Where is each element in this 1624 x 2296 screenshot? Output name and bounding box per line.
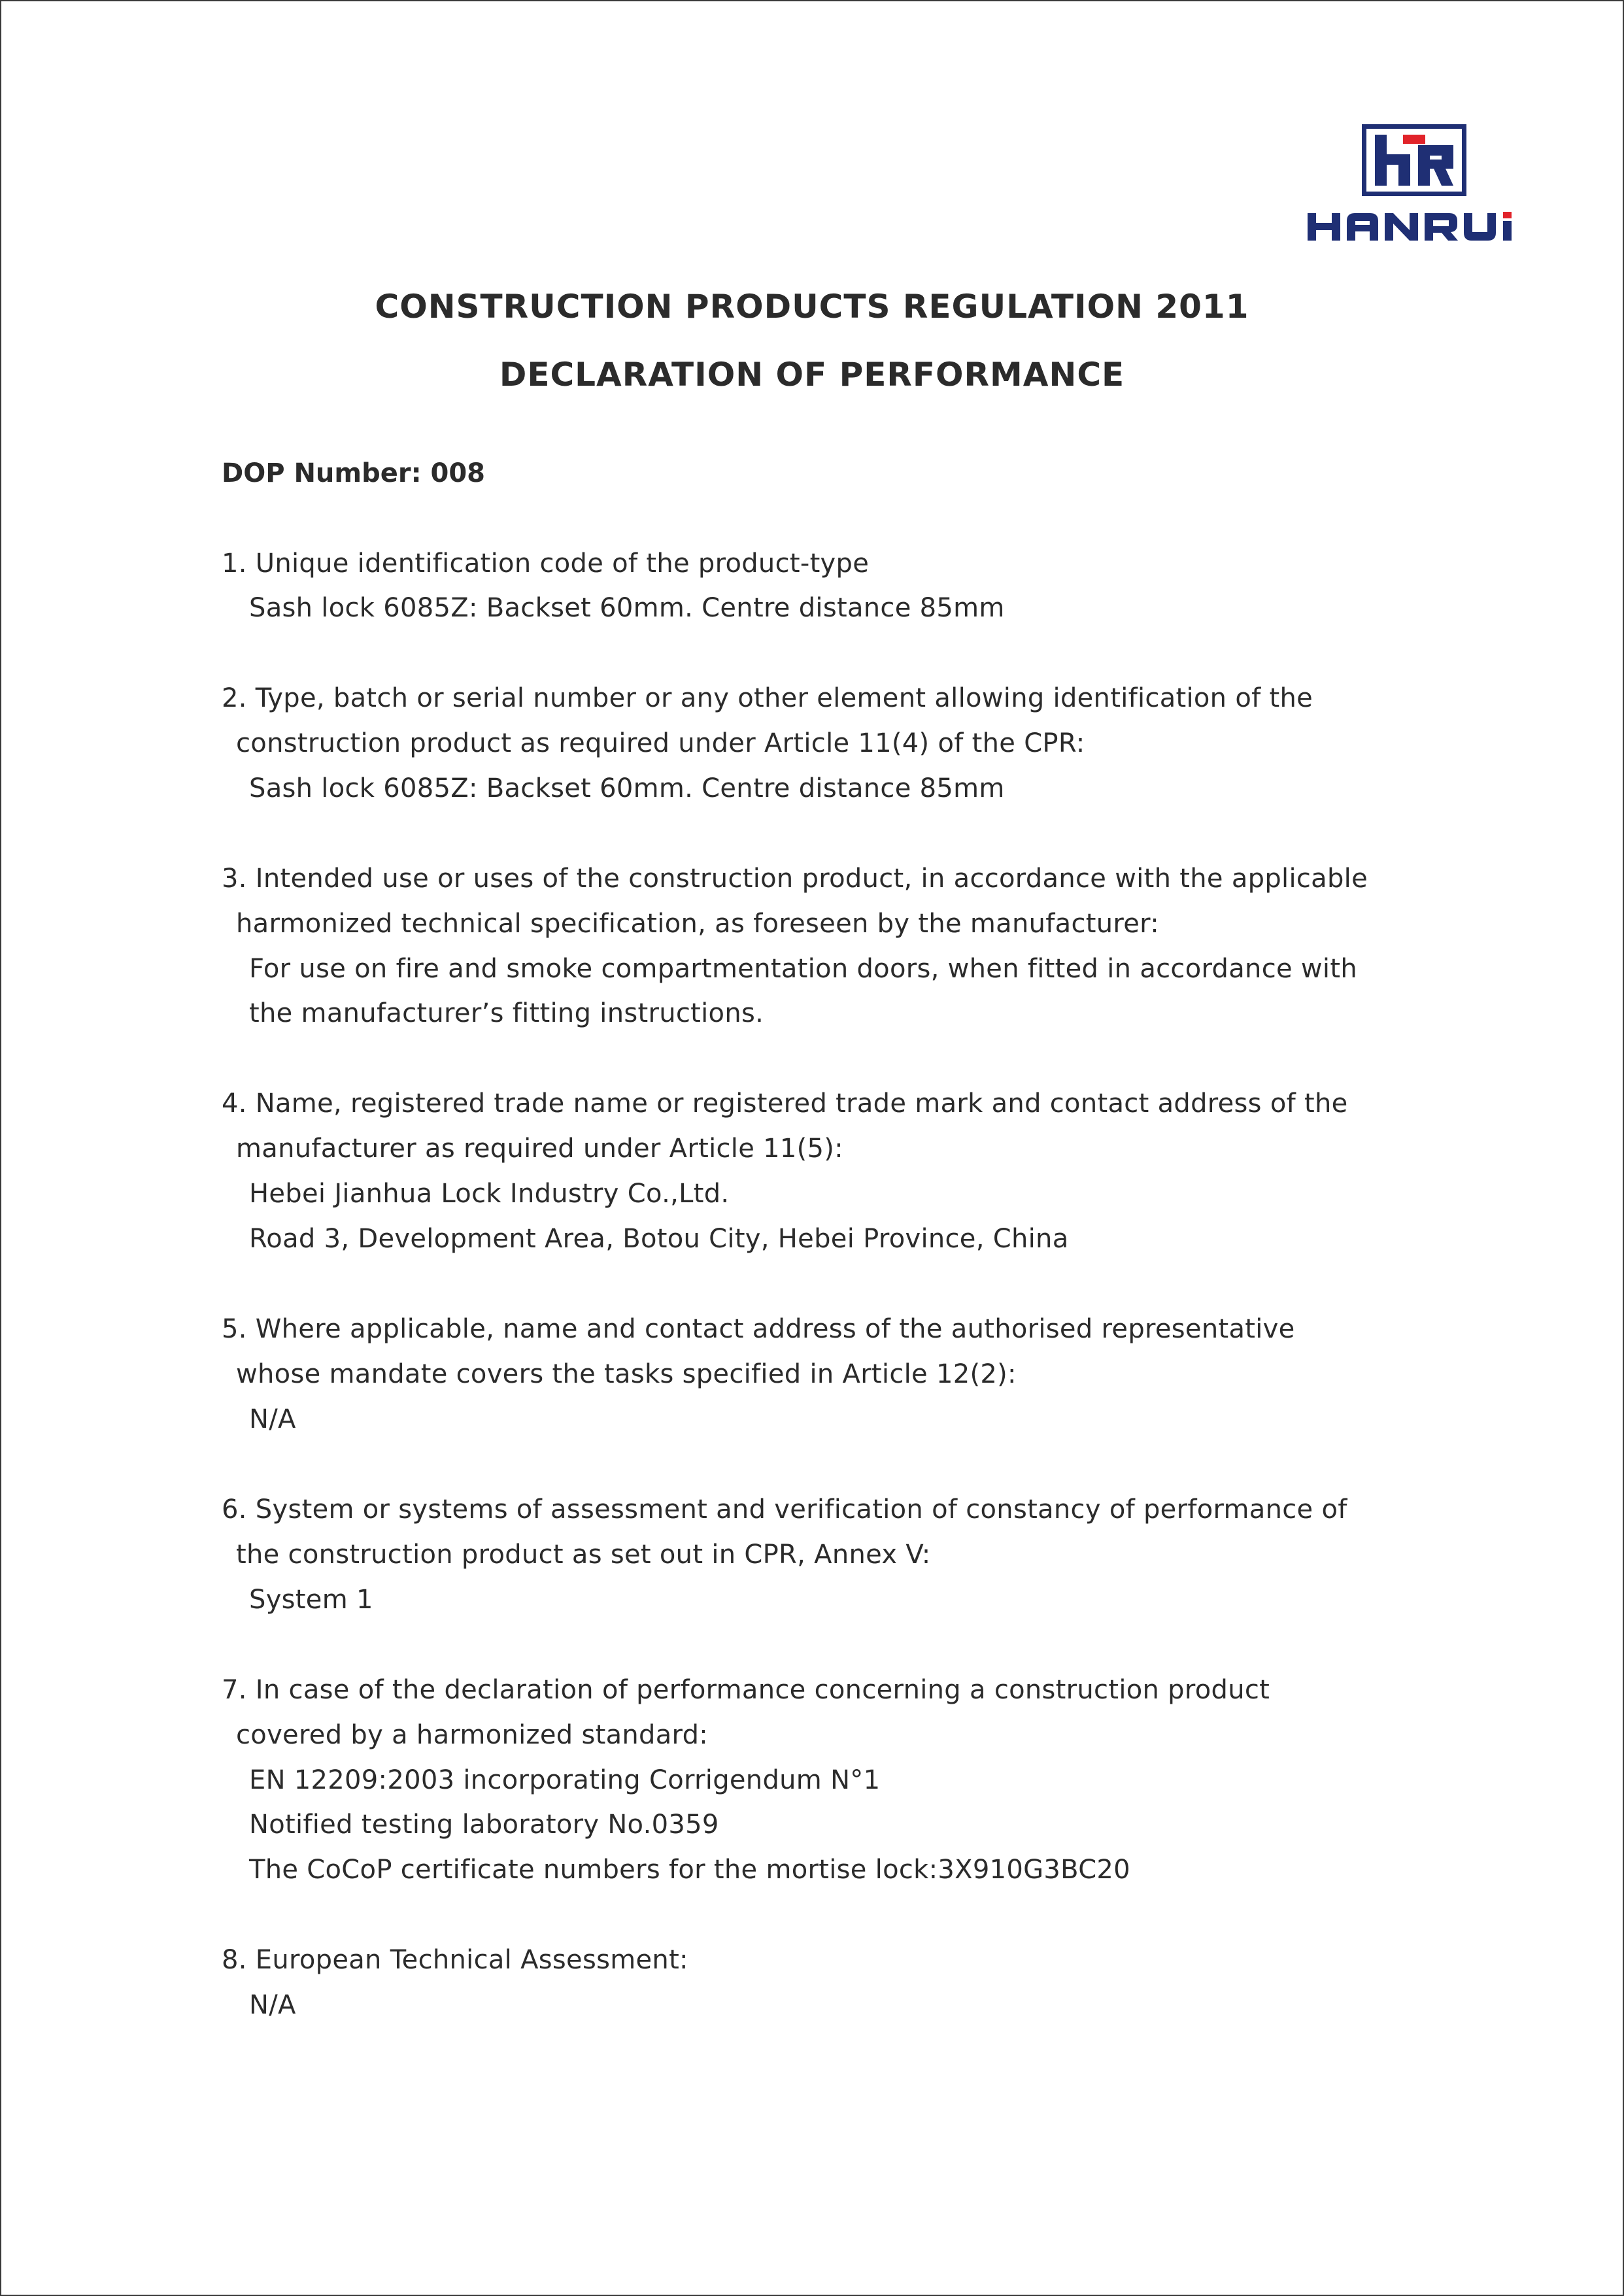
section-8-heading: 8. European Technical Assessment: [222, 1945, 688, 1975]
section-6-heading: 6. System or systems of assessment and verification of constancy of performance of [222, 1494, 1347, 1525]
section-8-body: N/A [249, 1990, 296, 2020]
section-7-certificate: The CoCoP certificate numbers for the mortise lock:3X910G3BC20 [249, 1855, 1130, 1885]
section-3-heading-cont: harmonized technical specification, as foreseen by the manufacturer: [236, 909, 1160, 939]
hanrui-logo-wordmark [1306, 203, 1522, 248]
section-4-heading-cont: manufacturer as required under Article 11(5): [236, 1134, 843, 1164]
section-4-heading: 4. Name, registered trade name or registered trade mark and contact address of the [222, 1089, 1348, 1119]
section-7-laboratory: Notified testing laboratory No.0359 [249, 1810, 719, 1840]
section-7-standard: EN 12209:2003 incorporating Corrigendum N°1 [249, 1765, 881, 1795]
section-5-heading-cont: whose mandate covers the tasks specified in Article 12(2): [236, 1359, 1017, 1389]
manufacturer-name: Hebei Jianhua Lock Industry Co.,Ltd. [249, 1179, 730, 1209]
document-subtitle: DECLARATION OF PERFORMANCE [499, 356, 1125, 394]
section-5-heading: 5. Where applicable, name and contact address of the authorised representative [222, 1314, 1295, 1344]
section-7-heading-cont: covered by a harmonized standard: [236, 1720, 709, 1750]
dop-number: DOP Number: 008 [222, 458, 485, 488]
section-3-heading: 3. Intended use or uses of the construction product, in accordance with the applicable [222, 864, 1368, 894]
section-1-body: Sash lock 6085Z: Backset 60mm. Centre distance 85mm [249, 593, 1005, 623]
manufacturer-address: Road 3, Development Area, Botou City, Hebei Province, China [249, 1224, 1069, 1254]
section-2-body: Sash lock 6085Z: Backset 60mm. Centre distance 85mm [249, 773, 1005, 803]
hanrui-logo [1306, 123, 1522, 247]
section-1-heading: 1. Unique identification code of the product-type [222, 549, 870, 579]
section-5-body: N/A [249, 1404, 296, 1434]
section-6-body: System 1 [249, 1585, 373, 1615]
section-2-heading-cont: construction product as required under Article 11(4) of the CPR: [236, 728, 1085, 758]
section-3-body-cont: the manufacturer’s fitting instructions. [249, 998, 764, 1028]
hanrui-logo-mark [1362, 124, 1466, 196]
section-6-heading-cont: the construction product as set out in CPR, Annex V: [236, 1540, 931, 1570]
document-title: CONSTRUCTION PRODUCTS REGULATION 2011 [375, 288, 1249, 326]
section-7-heading: 7. In case of the declaration of performance concerning a construction product [222, 1675, 1270, 1705]
section-3-body: For use on fire and smoke compartmentation doors, when fitted in accordance with [249, 954, 1357, 984]
section-2-heading: 2. Type, batch or serial number or any other element allowing identification of the [222, 683, 1313, 713]
